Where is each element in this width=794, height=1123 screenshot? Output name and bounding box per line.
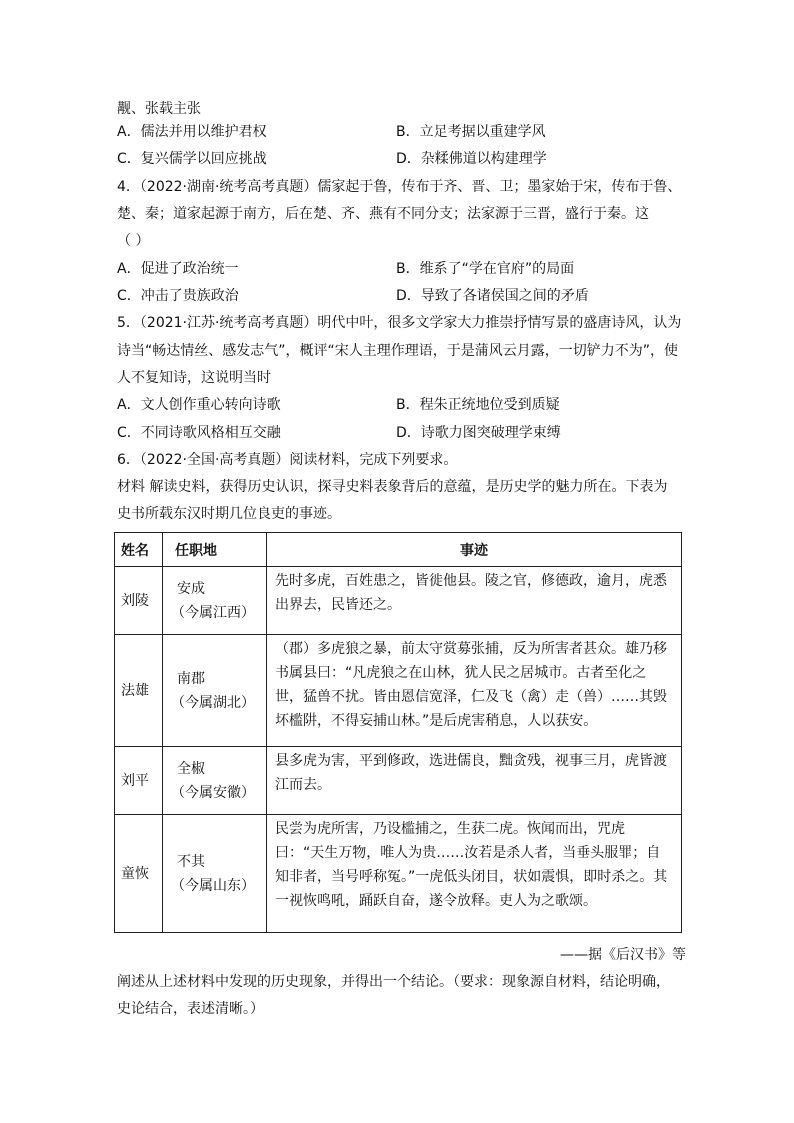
question-4-answer-blank: （ ） [117, 233, 150, 249]
official-place [163, 635, 267, 747]
header-place: 任职地 [163, 533, 267, 567]
official-place [163, 815, 267, 933]
source-citation: ——据《后汉书》等 [560, 947, 686, 963]
option-c[interactable]: C．冲击了贵族政治 [117, 288, 239, 304]
place-note: （今属湖北） [171, 694, 255, 711]
official-deeds: （郡）多虎狼之暴，前太守赏募张捕，反为所害者甚众。雄乃移书属县曰：“凡虎狼之在山林，犹人民之居城市。古者至化之世，猛兽不扰。皆由恩信宽泽，仁及飞（禽）走（兽）……其毁坏槛阱，不得妄捕山林。”是后虎害稍息，人以获安。 [267, 635, 682, 747]
question-6-material-line-1: 材料 解读史料，获得历史认识，探寻史料表象背后的意蕴，是历史学的魅力所在。下表为 [117, 479, 668, 495]
option-b[interactable]: B．程朱正统地位受到质疑 [396, 397, 560, 413]
place-name: 安成 [177, 580, 205, 597]
place-note: （今属山东） [171, 877, 255, 894]
official-name: 刘平 [115, 747, 163, 815]
option-c[interactable]: C．不同诗歌风格相互交融 [117, 425, 281, 441]
option-a[interactable]: A．儒法并用以维护君权 [117, 124, 267, 140]
place-name: 全椒 [177, 760, 205, 777]
question-text-line: 觏、张载主张 [117, 101, 201, 117]
place-name: 不其 [177, 853, 205, 870]
question-5-line-1: 5．（2021·江苏·统考高考真题）明代中叶，很多文学家大力推崇抒情写景的盛唐诗风，认为 [117, 315, 682, 331]
official-deeds: 县多虎为害，平到修政，选进儒良，黜贪残，视事三月，虎皆渡江而去。 [267, 747, 682, 815]
officials-table [114, 532, 682, 933]
option-d[interactable]: D．诗歌力图突破理学束缚 [396, 425, 561, 441]
question-5-line-3: 人不复知诗，这说明当时 [117, 370, 271, 386]
task-line-1: 阐述从上述材料中发现的历史现象，并得出一个结论。（要求：现象源自材料，结论明确， [117, 974, 670, 990]
question-6-material-line-2: 史书所载东汉时期几位良吏的事迹。 [117, 506, 341, 522]
official-deeds: 民尝为虎所害，乃设槛捕之，生获二虎。恢闻而出，咒虎曰：“天生万物，唯人为贵……汝若是杀人者，当垂头服罪；自知非者，当号呼称冤。”一虎低头闭目，状如震惧，即时杀之。其一视恢鸣吼，踊跃自奋，遂令放释。吏人为之歌颂。 [267, 815, 682, 933]
option-a[interactable]: A．文人创作重心转向诗歌 [117, 397, 281, 413]
official-name: 刘陵 [115, 567, 163, 635]
option-a[interactable]: A．促进了政治统一 [117, 261, 239, 277]
header-name: 姓名 [115, 533, 163, 567]
table-row [115, 567, 682, 635]
place-note: （今属安徽） [171, 784, 255, 801]
question-5-line-2: 诗当“畅达情丝、感发志气”，概评“宋人主理作理语，于是蒲风云月露，一切铲力不为”，使 [117, 343, 679, 359]
official-place [163, 567, 267, 635]
header-deeds: 事迹 [267, 533, 682, 567]
task-line-2: 史论结合，表述清晰。） [117, 1001, 264, 1017]
question-4-line-2: 楚、秦；道家起源于南方，后在楚、齐、燕有不同分支；法家源于三晋，盛行于秦。这 [117, 206, 649, 222]
question-4-line-1: 4．（2022·湖南·统考高考真题）儒家起于鲁，传布于齐、晋、卫；墨家始于宋，传布于鲁、 [117, 179, 682, 195]
option-c[interactable]: C．复兴儒学以回应挑战 [117, 151, 267, 167]
table-row [115, 815, 682, 933]
option-d[interactable]: D．杂糅佛道以构建理学 [396, 151, 547, 167]
option-d[interactable]: D．导致了各诸侯国之间的矛盾 [396, 288, 589, 304]
table-row [115, 635, 682, 747]
official-deeds: 先时多虎，百姓患之，皆徙他县。陵之官，修德政，逾月，虎悉出界去，民皆还之。 [267, 567, 682, 635]
table-row [115, 747, 682, 815]
table-header-row [115, 533, 682, 567]
place-note: （今属江西） [171, 604, 255, 621]
option-b[interactable]: B．维系了“学在官府”的局面 [396, 261, 575, 277]
option-b[interactable]: B．立足考据以重建学风 [396, 124, 546, 140]
place-name: 南郡 [177, 670, 205, 687]
question-6-line-1: 6．（2022·全国·高考真题）阅读材料，完成下列要求。 [117, 452, 458, 468]
official-name: 法雄 [115, 635, 163, 747]
official-name: 童恢 [115, 815, 163, 933]
official-place [163, 747, 267, 815]
